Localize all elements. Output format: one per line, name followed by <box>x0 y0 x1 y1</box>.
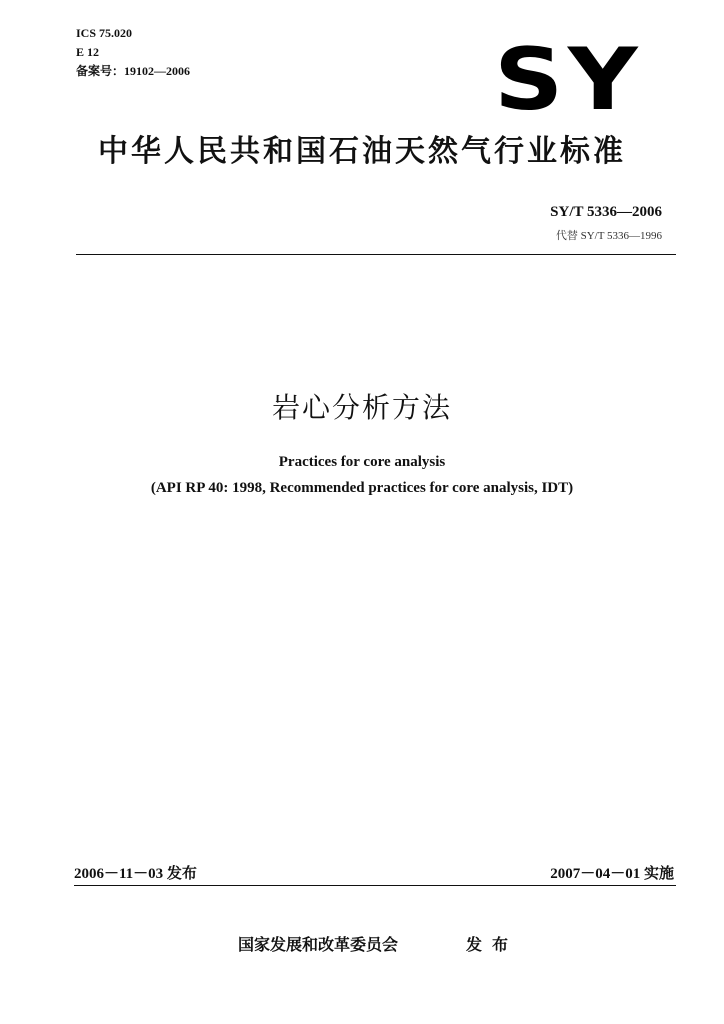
publisher: 国家发展和改革委员会 <box>238 935 399 954</box>
publish-label: 发布 <box>466 935 519 954</box>
document-title: 岩心分析方法 <box>271 391 452 424</box>
standard-number: SY/T 5336—2006 <box>550 204 662 220</box>
document-title-english: Practices for core analysis <box>278 454 446 470</box>
header-divider <box>76 254 676 255</box>
issuer-title: 中华人民共和国石油天然气行业标准 <box>98 134 626 169</box>
class-code: E 12 <box>76 45 100 59</box>
document-subtitle-english: (API RP 40: 1998, Recommended practices for core analysis, IDT) <box>150 480 574 496</box>
record-number: 备案号：19102—2006 <box>76 64 191 78</box>
footer-divider <box>74 885 676 886</box>
effective-date: 2007－04－01 实施 <box>550 866 674 882</box>
sy-logo: SY <box>494 30 643 130</box>
issue-date: 2006－11－03 发布 <box>74 866 197 882</box>
ics-code: ICS 75.020 <box>76 26 133 40</box>
standard-replaces: 代替 SY/T 5336—1996 <box>555 230 662 242</box>
classification-block <box>76 24 190 81</box>
